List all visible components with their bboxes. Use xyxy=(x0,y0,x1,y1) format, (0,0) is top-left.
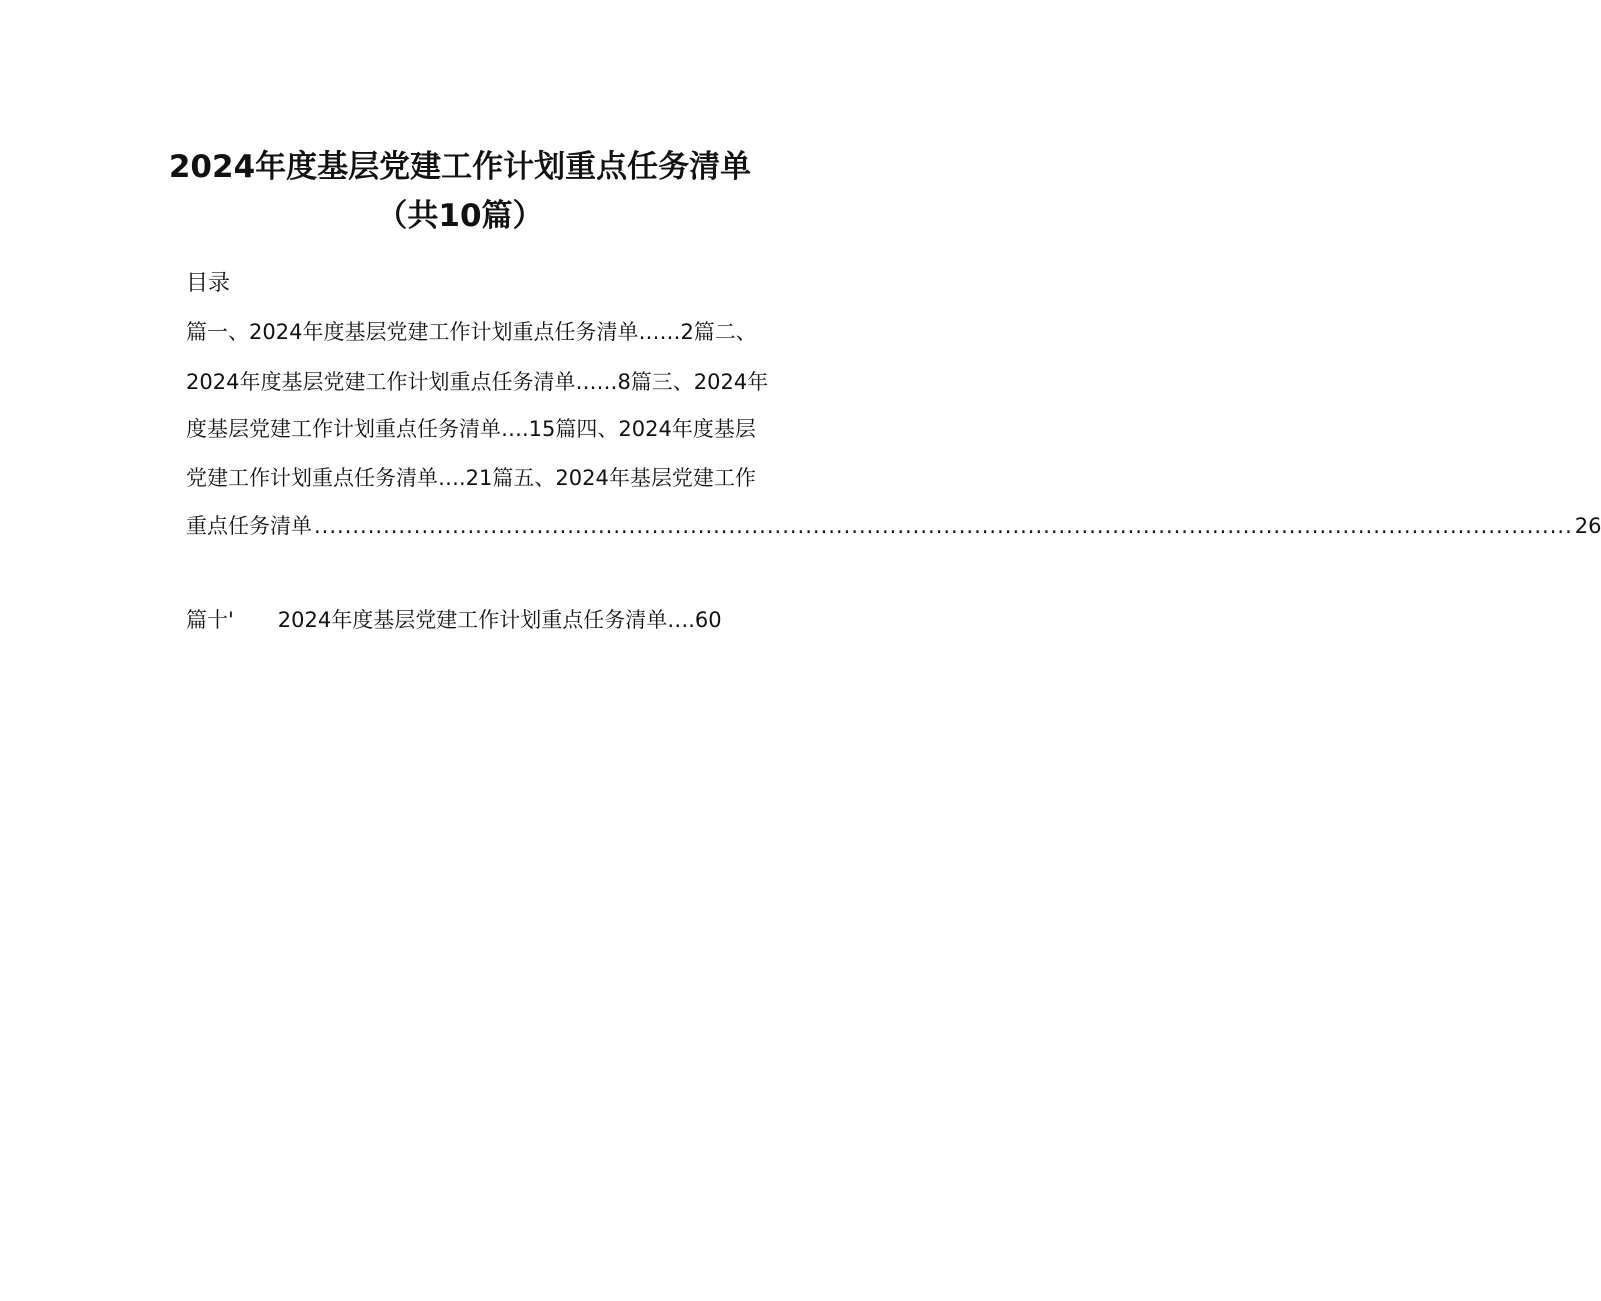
toc-line: 篇一、2024年度基层党建工作计划重点任务清单……2篇二、 xyxy=(186,320,757,344)
toc-entry-text: 重点任务清单 xyxy=(186,514,312,538)
toc-heading: 目录 xyxy=(186,271,231,296)
toc-entry-label: 篇十' xyxy=(186,608,234,632)
toc-line: 度基层党建工作计划重点任务清单….15篇四、2024年度基层 xyxy=(186,417,756,441)
toc-line: 2024年度基层党建工作计划重点任务清单……8篇三、2024年 xyxy=(186,370,769,394)
toc-last-entry xyxy=(186,604,786,634)
toc-entry-text: 2024年度基层党建工作计划重点任务清单….60 xyxy=(277,608,722,632)
document-title: 2024年度基层党建工作计划重点任务清单 xyxy=(168,149,752,185)
document-subtitle: （共10篇） xyxy=(376,198,544,234)
toc-line-with-leader xyxy=(186,510,1601,540)
dot-leader: .................................................................................................................................................................... xyxy=(314,514,1573,538)
toc-page-number: 26 xyxy=(1574,514,1601,538)
toc-line: 党建工作计划重点任务清单….21篇五、2024年基层党建工作 xyxy=(186,466,756,490)
